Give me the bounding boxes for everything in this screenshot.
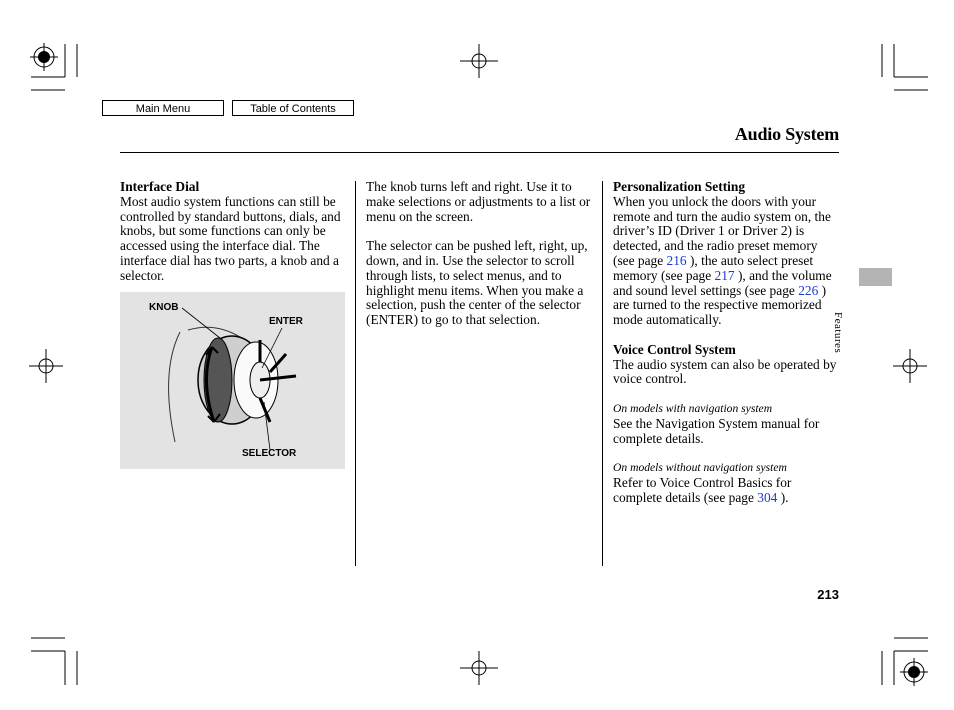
selector-label: SELECTOR xyxy=(242,448,297,459)
nav-model-note: On models with navigation system xyxy=(613,401,773,415)
column-divider-2 xyxy=(602,181,603,566)
crosshair-mark-bottom xyxy=(460,651,498,685)
header-rule xyxy=(120,152,839,153)
page-link-226[interactable]: 226 xyxy=(798,282,819,298)
non-nav-model-note: On models without navigation system xyxy=(613,461,787,475)
crosshair-mark-top xyxy=(460,44,498,78)
dial-drawing xyxy=(120,292,345,469)
personalization-paragraph: When you unlock the doors with your remote and turn the audio system on, the driver’s ID (Driver 1 or Driver 2) is detected, and the radio preset memory (see page 216 ), the auto select preset memory (see page 217 ), and the volume and sound level settings (see page 226 ) are turned to the respective memorized mode automatically. xyxy=(613,193,832,328)
interface-dial-illustration xyxy=(120,292,345,469)
knob-label: KNOB xyxy=(149,302,179,313)
non-nav-model-paragraph: Refer to Voice Control Basics for complete details (see page 304 ). xyxy=(613,474,792,505)
column-3 xyxy=(613,180,841,520)
page-title: Audio System xyxy=(734,124,839,144)
crosshair-mark-left xyxy=(29,349,63,383)
nav-model-paragraph: See the Navigation System manual for complete details. xyxy=(613,415,820,446)
page-number: 213 xyxy=(817,587,839,602)
column-1 xyxy=(120,180,348,284)
section-label: Features xyxy=(832,312,844,354)
column-divider-1 xyxy=(355,181,356,566)
section-tab xyxy=(859,268,892,286)
personalization-heading: Personalization Setting xyxy=(613,179,746,194)
column-2 xyxy=(366,180,592,343)
interface-dial-heading: Interface Dial xyxy=(120,179,200,194)
main-menu-button[interactable]: Main Menu xyxy=(102,100,224,116)
knob-paragraph: The knob turns left and right. Use it to make selections or adjustments to a list or menu on the screen. xyxy=(366,179,591,224)
voice-control-paragraph: The audio system can also be operated by voice control. xyxy=(613,356,837,387)
interface-dial-body: Most audio system functions can still be controlled by standard buttons, dials, and knobs, but some functions can only be accessed using the interface dial. The interface dial has two parts, a knob and a selector. xyxy=(120,193,341,283)
starburst-mark-br xyxy=(900,658,928,686)
page-link-217[interactable]: 217 xyxy=(714,267,735,283)
page-link-216[interactable]: 216 xyxy=(666,252,687,268)
starburst-mark-tl xyxy=(30,43,58,71)
page-link-304[interactable]: 304 xyxy=(757,489,778,505)
table-of-contents-button[interactable]: Table of Contents xyxy=(232,100,354,116)
voice-control-heading: Voice Control System xyxy=(613,341,736,357)
selector-paragraph: The selector can be pushed left, right, up, down, and in. Use the selector to scroll through lists, to select menus, and to highlight menu items. When you make a selection, push the center of the selector (ENTER) to go to that selection. xyxy=(366,238,588,328)
crosshair-mark-right xyxy=(893,349,927,383)
enter-label: ENTER xyxy=(269,316,303,327)
